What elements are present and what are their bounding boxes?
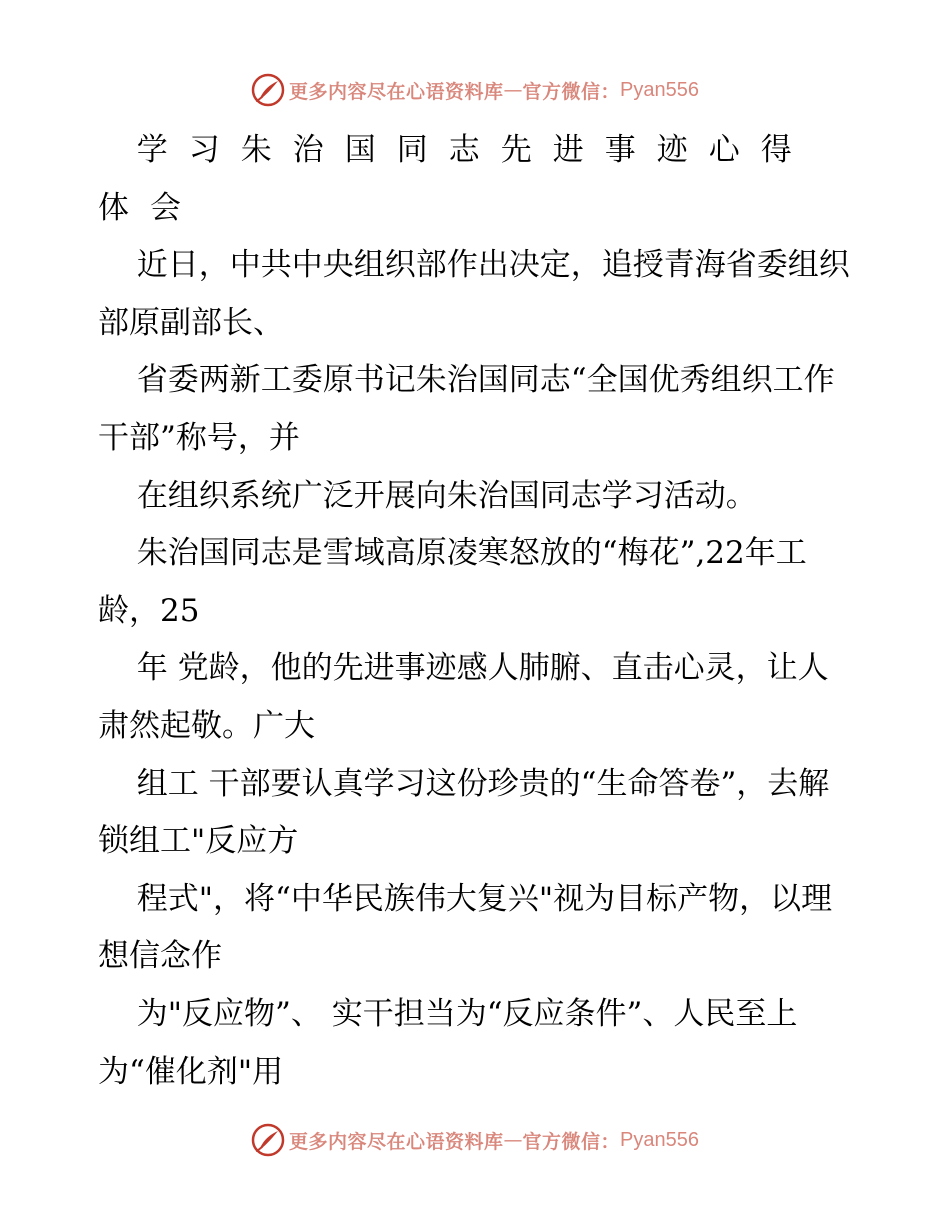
paragraph-5: 年 党龄，他的先进事迹感人肺腑、直击心灵，让人肃然起敬。广大 [98, 650, 829, 744]
banner-text: 更多内容尽在心语资料库 [289, 80, 504, 103]
banner-official-label: 官方微信： [522, 80, 621, 103]
banner-wechat-id: Pyan556 [620, 1128, 699, 1151]
paragraph-1: 近日，中共中央组织部作出决定，追授青海省委组织部原副部长、 [98, 247, 850, 341]
paragraph-7: 程式"，将“中华民族伟大复兴"视为目标产物，以理想信念作 [98, 880, 833, 975]
paragraph-6: 组工 干部要认真学习这份珍贵的“生命答卷”，去解锁组工"反应方 [98, 765, 830, 860]
quill-pen-logo-icon [251, 1123, 285, 1157]
banner-official-label: 官方微信： [522, 1130, 621, 1153]
banner-dash: — [503, 1129, 523, 1151]
footer-banner [0, 1120, 950, 1160]
banner-wechat-id: Pyan556 [620, 78, 699, 101]
paragraph-4: 朱治国同志是雪域高原凌寒怒放的“梅花”,22年工龄，25 [98, 535, 807, 629]
quill-pen-logo-icon [251, 73, 285, 107]
banner-text: 更多内容尽在心语资料库 [289, 1130, 504, 1153]
header-banner [0, 70, 950, 110]
paragraph-3: 在组织系统广泛开展向朱治国同志学习活动。 [136, 477, 757, 514]
paragraph-2: 省委两新工委原书记朱治国同志“全国优秀组织工作干部”称号，并 [98, 362, 835, 456]
paragraph-8: 为"反应物”、 实干担当为“反应条件”、人民至上为“催化剂"用 [98, 995, 798, 1090]
banner-dash: — [503, 79, 523, 101]
document-body [98, 122, 858, 1101]
document-title: 学习朱治国同志先进事迹心得体会 [98, 132, 813, 226]
